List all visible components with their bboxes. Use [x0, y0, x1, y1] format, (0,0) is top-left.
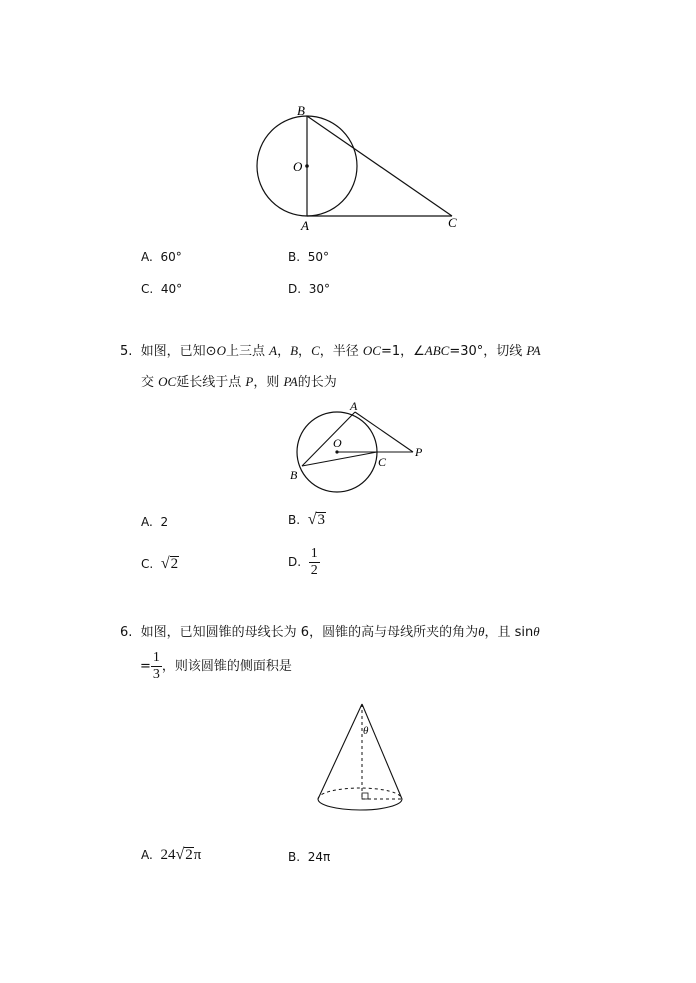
q5-option-c [141, 556, 179, 572]
q6-stem-line1 [120, 623, 540, 642]
option-letter: A. [141, 250, 153, 264]
base-front [318, 799, 402, 810]
label-a: A [350, 399, 358, 413]
var-p: P [245, 374, 254, 389]
var-oc: OC [158, 374, 177, 389]
q6-option-a [141, 847, 201, 863]
option-letter: C. [141, 282, 154, 296]
q4-option-a [141, 249, 182, 265]
var-a: A [269, 343, 278, 358]
option-text: 40° [160, 282, 183, 296]
stem-text: 上三点 [225, 344, 265, 359]
label-theta: θ [363, 725, 369, 737]
sqrt-symbol: √ [175, 846, 185, 863]
question-number: 5. [120, 344, 133, 359]
q5-stem-line1 [120, 342, 541, 361]
coefficient: 24 [160, 847, 176, 863]
fraction [151, 650, 162, 683]
label-p: P [415, 445, 423, 459]
numerator: 1 [152, 650, 160, 665]
option-letter: B. [288, 850, 301, 864]
option-text: 60° [160, 250, 182, 264]
stem-text: 如图，已知⊙ [140, 344, 217, 359]
var-b: B [290, 343, 299, 358]
option-letter: D. [288, 282, 302, 296]
label-b: B [290, 468, 298, 482]
center-dot [305, 164, 309, 168]
option-text: 50° [307, 250, 329, 264]
stem-text: =1，∠ [380, 344, 425, 359]
option-value: 2 [160, 515, 169, 529]
option-letter: D. [288, 555, 302, 569]
numerator: 1 [310, 546, 318, 561]
q5-option-b [288, 512, 326, 528]
radicand: 3 [317, 512, 325, 528]
option-text: 30° [308, 282, 330, 296]
label-o: O [333, 436, 342, 450]
label-c: C [448, 215, 457, 230]
var-theta: θ [478, 624, 485, 639]
figure-cone [310, 698, 410, 823]
q4-option-b [288, 249, 329, 265]
var-theta: θ [533, 624, 540, 639]
stem-text: 延长线于点 [176, 375, 242, 390]
q4-option-c [141, 281, 182, 297]
option-letter: C. [141, 557, 154, 571]
q6-stem-line2 [140, 650, 292, 683]
fraction [309, 546, 320, 579]
option-value: 24π [307, 850, 331, 864]
option-letter: A. [141, 515, 153, 529]
var-c: C [311, 343, 320, 358]
option-letter: A. [141, 848, 153, 862]
q4-option-d [288, 281, 330, 297]
slant-right [362, 704, 402, 799]
base-back [318, 788, 402, 799]
figure-circle-tangent-q4 [240, 100, 470, 235]
var-pa: PA [283, 374, 298, 389]
radicand: 2 [170, 556, 179, 572]
stem-text: = [140, 658, 151, 674]
var-oc: OC [362, 343, 381, 358]
denominator: 3 [152, 667, 160, 682]
denominator: 2 [310, 563, 318, 578]
radicand: 2 [185, 847, 193, 863]
stem-text: ，则 [253, 375, 280, 390]
tangent-pa [355, 412, 413, 452]
stem-text: 交 [141, 375, 155, 390]
stem-text: 如图，已知圆锥的母线长为 6，圆锥的高与母线所夹的角为 [140, 625, 479, 640]
option-letter: B. [288, 250, 301, 264]
stem-text: ，则该圆锥的侧面积是 [161, 658, 292, 674]
segment-bc [307, 116, 452, 216]
label-o: O [293, 159, 303, 174]
var-pa: PA [526, 343, 541, 358]
sqrt-symbol: √ [160, 555, 170, 572]
q5-option-d [288, 546, 320, 579]
pi: π [193, 847, 202, 863]
center-dot [335, 450, 338, 453]
right-angle-mark [362, 793, 368, 799]
stem-sep: ， [298, 344, 312, 359]
stem-text: ，半径 [319, 344, 359, 359]
label-a: A [301, 218, 309, 233]
label-c: C [378, 455, 387, 469]
question-number: 6. [120, 625, 133, 640]
stem-text: 的长为 [297, 375, 337, 390]
var-o: O [216, 343, 226, 358]
stem-sep: ， [277, 344, 291, 359]
stem-text: =30°，切线 [449, 344, 523, 359]
q5-option-a [141, 514, 168, 530]
q5-stem-line2 [141, 373, 337, 392]
slant-left [318, 704, 362, 799]
sqrt-symbol: √ [307, 511, 317, 528]
option-letter: B. [288, 513, 301, 527]
q6-option-b [288, 849, 330, 865]
stem-text: ，且 sin [484, 625, 534, 640]
figure-circle-tangent-q5 [280, 397, 430, 497]
var-abc: ABC [424, 343, 450, 358]
label-b: B [297, 103, 305, 118]
